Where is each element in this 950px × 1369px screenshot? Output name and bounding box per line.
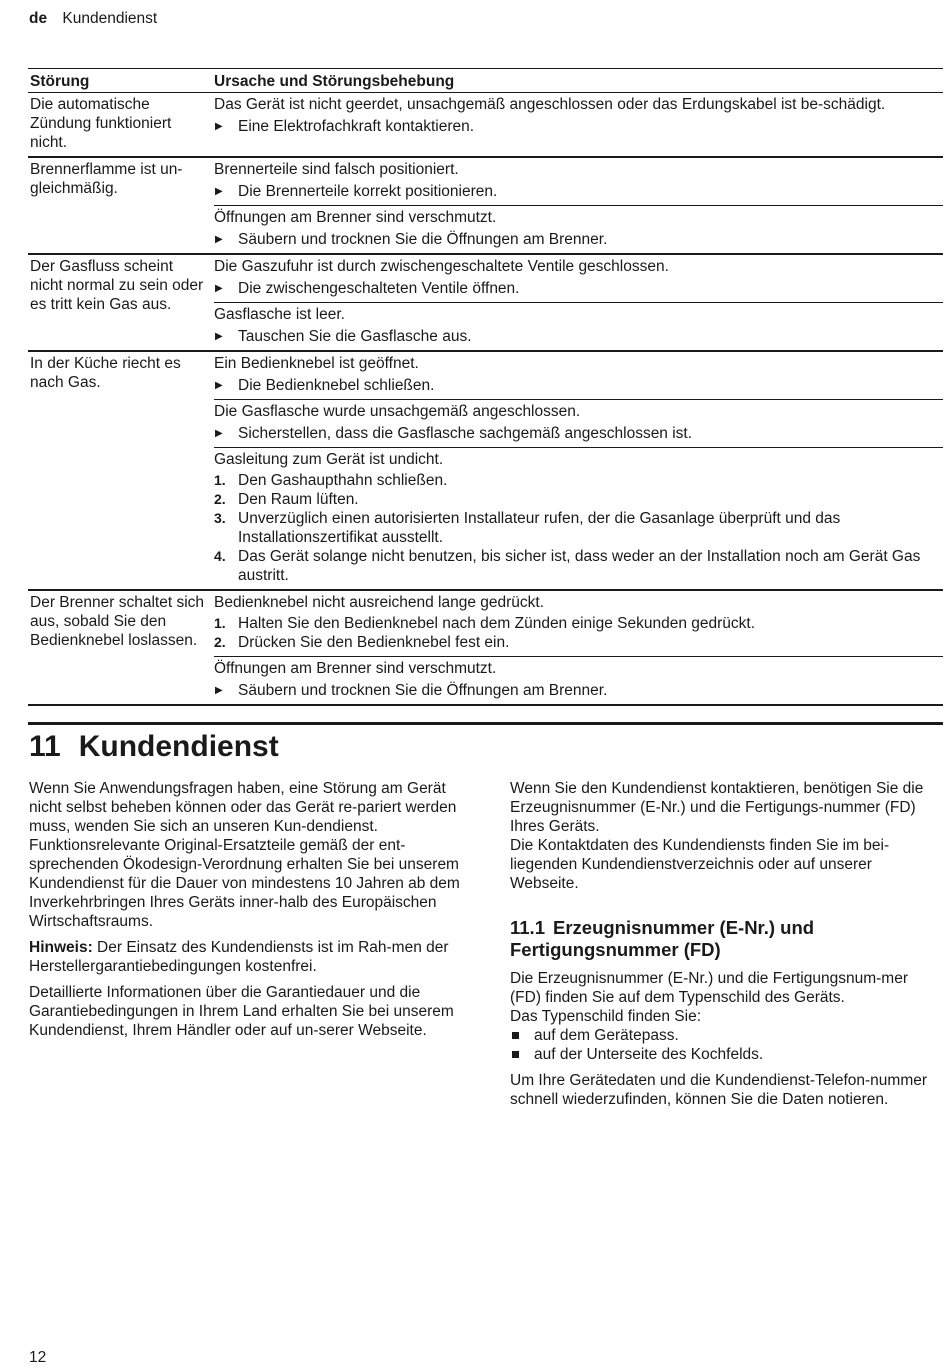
column-header-fault: Störung bbox=[28, 69, 211, 93]
paragraph: Die Erzeugnisnummer (E-Nr.) und die Fertigungsnum-mer (FD) finden Sie auf dem Typenschild des Geräts. bbox=[510, 970, 908, 1006]
step-number: 4. bbox=[214, 548, 226, 564]
subsection-number: 11.1 bbox=[510, 917, 545, 938]
subsection-heading bbox=[510, 917, 942, 961]
section-title: Kundendienst bbox=[78, 730, 279, 763]
causes-cell bbox=[211, 590, 943, 705]
paragraph: Um Ihre Gerätedaten und die Kundendienst-Telefon-nummer schnell wiederzufinden, können Sie die Daten notieren. bbox=[510, 1072, 928, 1108]
step-list bbox=[214, 614, 943, 652]
cause-block bbox=[214, 206, 943, 253]
section-number: 11 bbox=[29, 730, 61, 763]
action-item bbox=[214, 117, 943, 136]
step-number: 2. bbox=[214, 634, 226, 650]
step-text: Unverzüglich einen autorisierten Installateur rufen, der die Gasanlage überprüft und das Installationszertifikat ausstellt. bbox=[238, 510, 841, 546]
paragraph: Funktionsrelevante Original-Ersatzteile gemäß der ent-sprechenden Ökodesign-Verordnung erhalten Sie bei unserem Kundendienst für die Dauer von mindestens 10 Jahren ab dem Inverkehrbringen Ihres Geräts inner-halb des Europäischen Wirtschaftsraums. bbox=[29, 837, 460, 930]
causes-cell bbox=[211, 93, 943, 158]
arrow-icon: ▶ bbox=[215, 380, 223, 391]
action-item bbox=[214, 230, 943, 249]
cause-text: Die Gaszufuhr ist durch zwischengeschaltete Ventile geschlossen. bbox=[214, 258, 669, 275]
step-text: Den Gashaupthahn schließen. bbox=[238, 472, 448, 489]
cause-block bbox=[214, 591, 943, 657]
page-header bbox=[29, 9, 157, 28]
step-number: 1. bbox=[214, 472, 226, 488]
table-row bbox=[28, 157, 943, 254]
cause-text: Die Gasflasche wurde unsachgemäß angeschlossen. bbox=[214, 403, 581, 420]
arrow-icon: ▶ bbox=[215, 234, 223, 245]
left-column bbox=[29, 779, 465, 1047]
cause-text: Gasleitung zum Gerät ist undicht. bbox=[214, 451, 444, 468]
causes-cell bbox=[211, 157, 943, 254]
action-item bbox=[214, 279, 943, 298]
paragraph: Das Typenschild finden Sie: bbox=[510, 1008, 701, 1025]
action-item bbox=[214, 376, 943, 395]
step-item bbox=[214, 471, 943, 490]
cause-text: Ein Bedienknebel ist geöffnet. bbox=[214, 355, 419, 372]
step-text: Das Gerät solange nicht benutzen, bis sicher ist, dass weder an der Installation noch am Gerät Gas austritt. bbox=[238, 548, 921, 584]
list-item bbox=[510, 1026, 942, 1045]
action-item bbox=[214, 182, 943, 201]
step-item bbox=[214, 614, 943, 633]
causes-cell bbox=[211, 254, 943, 351]
cause-block bbox=[214, 657, 943, 704]
step-text: Den Raum lüften. bbox=[238, 491, 359, 508]
note-paragraph bbox=[29, 938, 465, 976]
cause-block bbox=[214, 158, 943, 206]
list-item bbox=[510, 1045, 942, 1064]
action-text: Sicherstellen, dass die Gasflasche sachgemäß angeschlossen ist. bbox=[238, 425, 693, 442]
cause-block bbox=[214, 352, 943, 400]
bullet-icon bbox=[512, 1051, 519, 1058]
troubleshooting-table bbox=[28, 68, 943, 706]
fault-cell: Der Brenner schaltet sich aus, sobald Sie den Bedienknebel loslassen. bbox=[28, 590, 211, 705]
step-number: 2. bbox=[214, 491, 226, 507]
table-row bbox=[28, 590, 943, 705]
arrow-icon: ▶ bbox=[215, 186, 223, 197]
fault-cell: Brennerflamme ist un-gleichmäßig. bbox=[28, 157, 211, 254]
subsection-title: Erzeugnisnummer (E-Nr.) und Fertigungsnummer (FD) bbox=[510, 917, 815, 960]
step-item bbox=[214, 490, 943, 509]
step-item bbox=[214, 547, 943, 585]
arrow-icon: ▶ bbox=[215, 283, 223, 294]
cause-block bbox=[214, 303, 943, 350]
cause-text: Bedienknebel nicht ausreichend lange gedrückt. bbox=[214, 594, 545, 611]
note-text: Der Einsatz des Kundendiensts ist im Rah-men der Herstellergarantiebedingungen kostenfrei. bbox=[29, 939, 449, 975]
fault-cell: In der Küche riecht es nach Gas. bbox=[28, 351, 211, 590]
cause-block bbox=[214, 255, 943, 303]
action-item bbox=[214, 424, 943, 443]
right-column bbox=[510, 779, 942, 1116]
paragraph: Wenn Sie den Kundendienst kontaktieren, benötigen Sie die Erzeugnisnummer (E-Nr.) und die Fertigungs-nummer (FD) Ihres Geräts. bbox=[510, 780, 924, 835]
fault-cell: Die automatische Zündung funktioniert nicht. bbox=[28, 93, 211, 158]
table-row bbox=[28, 254, 943, 351]
bullet-icon bbox=[512, 1032, 519, 1039]
causes-cell bbox=[211, 351, 943, 590]
arrow-icon: ▶ bbox=[215, 428, 223, 439]
action-text: Säubern und trocknen Sie die Öffnungen am Brenner. bbox=[238, 231, 608, 248]
list-item-text: auf der Unterseite des Kochfelds. bbox=[534, 1046, 764, 1063]
section-divider bbox=[28, 722, 943, 725]
fault-cell: Der Gasfluss scheint nicht normal zu sein oder es tritt kein Gas aus. bbox=[28, 254, 211, 351]
action-text: Säubern und trocknen Sie die Öffnungen am Brenner. bbox=[238, 682, 608, 699]
cause-block bbox=[214, 400, 943, 448]
action-item bbox=[214, 327, 943, 346]
arrow-icon: ▶ bbox=[215, 121, 223, 132]
cause-text: Öffnungen am Brenner sind verschmutzt. bbox=[214, 209, 497, 226]
cause-block bbox=[214, 448, 943, 589]
page-number: 12 bbox=[29, 1349, 47, 1366]
paragraph: Detaillierte Informationen über die Garantiedauer und die Garantiebedingungen in Ihrem Land erhalten Sie bei unserem Kundendienst, Ihrem Händler oder auf un-serer Webseite. bbox=[29, 984, 454, 1039]
language-code: de bbox=[29, 10, 48, 27]
bullet-list bbox=[510, 1026, 942, 1064]
step-item bbox=[214, 509, 943, 547]
step-text: Drücken Sie den Bedienknebel fest ein. bbox=[238, 634, 510, 651]
action-text: Die zwischengeschalteten Ventile öffnen. bbox=[238, 280, 520, 297]
step-text: Halten Sie den Bedienknebel nach dem Zünden einige Sekunden gedrückt. bbox=[238, 615, 756, 632]
step-list bbox=[214, 471, 943, 585]
cause-text: Das Gerät ist nicht geerdet, unsachgemäß angeschlossen oder das Erdungskabel ist be-schädigt. bbox=[214, 96, 886, 113]
table-row bbox=[28, 351, 943, 590]
action-text: Tauschen Sie die Gasflasche aus. bbox=[238, 328, 472, 345]
arrow-icon: ▶ bbox=[215, 331, 223, 342]
list-item-text: auf dem Gerätepass. bbox=[534, 1027, 679, 1044]
header-title: Kundendienst bbox=[62, 10, 158, 27]
column-header-cause: Ursache und Störungsbehebung bbox=[211, 69, 943, 93]
action-text: Eine Elektrofachkraft kontaktieren. bbox=[238, 118, 475, 135]
paragraph: Die Kontaktdaten des Kundendiensts finden Sie im bei-liegenden Kundendienstverzeichnis oder auf unserer Webseite. bbox=[510, 837, 890, 892]
step-item bbox=[214, 633, 943, 652]
cause-text: Öffnungen am Brenner sind verschmutzt. bbox=[214, 660, 497, 677]
step-number: 1. bbox=[214, 615, 226, 631]
note-label: Hinweis: bbox=[29, 939, 93, 956]
cause-text: Brennerteile sind falsch positioniert. bbox=[214, 161, 459, 178]
action-text: Die Bedienknebel schließen. bbox=[238, 377, 435, 394]
arrow-icon: ▶ bbox=[215, 685, 223, 696]
cause-text: Gasflasche ist leer. bbox=[214, 306, 345, 323]
table-header-row bbox=[28, 69, 943, 93]
action-item bbox=[214, 681, 943, 700]
table-row bbox=[28, 93, 943, 158]
cause-block bbox=[214, 93, 943, 140]
section-heading bbox=[29, 729, 279, 765]
paragraph: Wenn Sie Anwendungsfragen haben, eine Störung am Gerät nicht selbst beheben können oder das Gerät re-pariert werden muss, wenden Sie sich an unseren Kun-dendienst. bbox=[29, 780, 457, 835]
step-number: 3. bbox=[214, 510, 226, 526]
action-text: Die Brennerteile korrekt positionieren. bbox=[238, 183, 498, 200]
